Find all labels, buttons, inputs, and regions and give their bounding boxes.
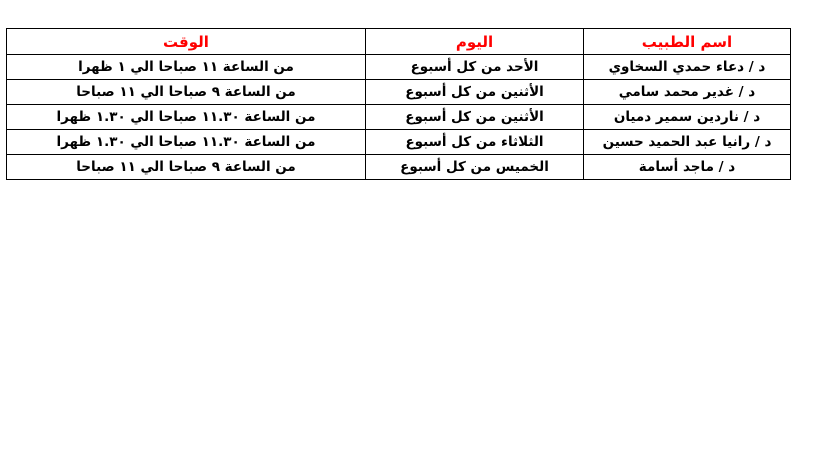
doctor-name-cell: د / رانيا عبد الحميد حسين	[584, 130, 791, 155]
time-cell: من الساعة ١١ صباحا الي ١ ظهرا	[7, 55, 366, 80]
table-row	[7, 130, 791, 155]
table-row	[7, 155, 791, 180]
doctor-name-cell: د / ماجد أسامة	[584, 155, 791, 180]
doctor-schedule-table	[6, 28, 791, 180]
time-cell: من الساعة ١١.٣٠ صباحا الي ١.٣٠ ظهرا	[7, 130, 366, 155]
table-header-row	[7, 29, 791, 55]
day-cell: الأحد من كل أسبوع	[366, 55, 584, 80]
table-row	[7, 55, 791, 80]
time-cell: من الساعة ١١.٣٠ صباحا الي ١.٣٠ ظهرا	[7, 105, 366, 130]
day-cell: الثلاثاء من كل أسبوع	[366, 130, 584, 155]
doctor-name-cell: د / غدير محمد سامي	[584, 80, 791, 105]
header-time: الوقت	[7, 29, 366, 55]
table-row	[7, 80, 791, 105]
day-cell: الأثنين من كل أسبوع	[366, 105, 584, 130]
time-cell: من الساعة ٩ صباحا الي ١١ صباحا	[7, 80, 366, 105]
day-cell: الأثنين من كل أسبوع	[366, 80, 584, 105]
header-day: اليوم	[366, 29, 584, 55]
time-cell: من الساعة ٩ صباحا الي ١١ صباحا	[7, 155, 366, 180]
table-row	[7, 105, 791, 130]
doctor-name-cell: د / ناردين سمير دميان	[584, 105, 791, 130]
header-doctor-name: اسم الطبيب	[584, 29, 791, 55]
doctor-name-cell: د / دعاء حمدي السخاوي	[584, 55, 791, 80]
day-cell: الخميس من كل أسبوع	[366, 155, 584, 180]
